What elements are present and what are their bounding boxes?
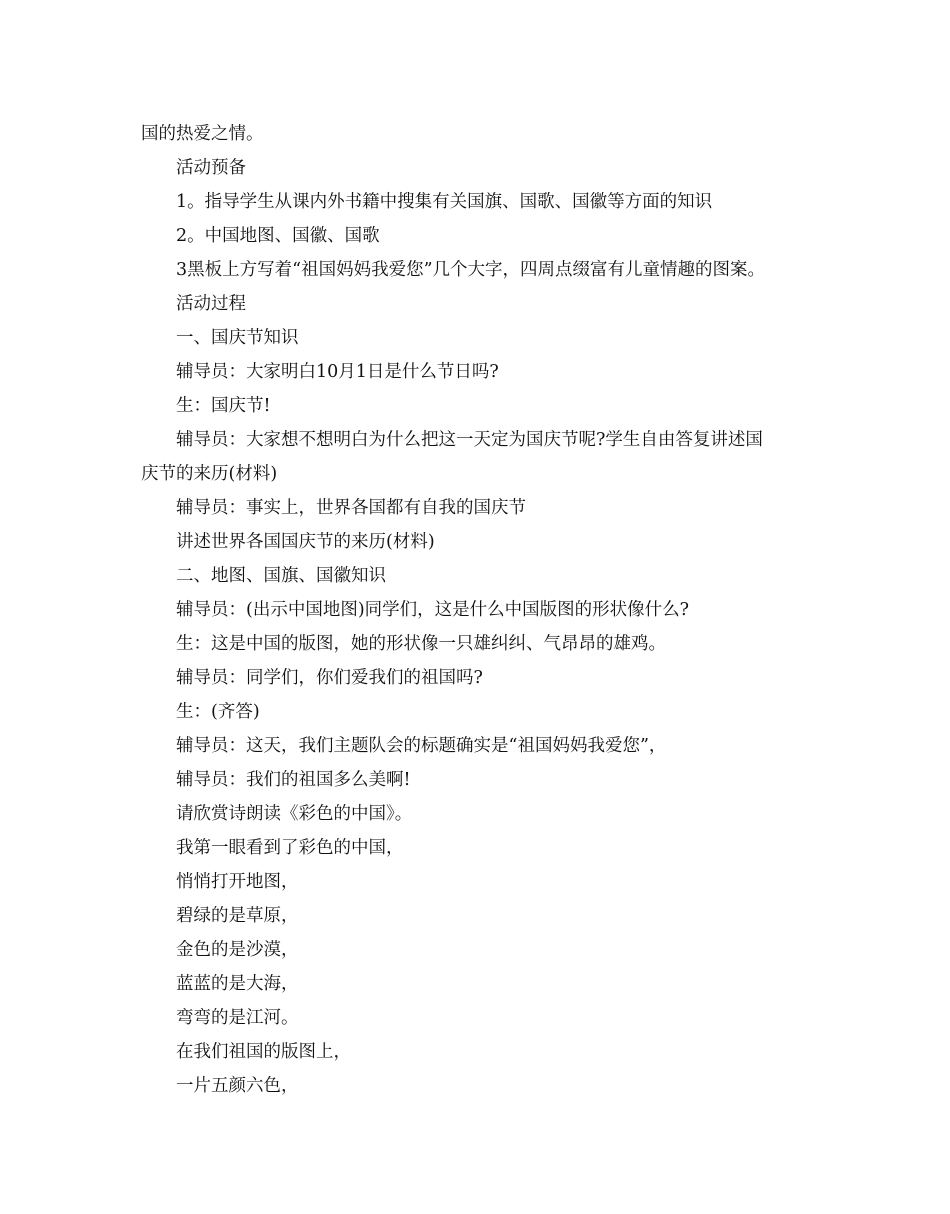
text-line: 辅导员：这天，我们主题队会的标题确实是“祖国妈妈我爱您”，	[176, 736, 667, 756]
text-line: 我第一眼看到了彩色的中国，	[176, 838, 404, 858]
text-line: 二、地图、国旗、国徽知识	[176, 566, 386, 586]
text-line: 辅导员：(出示中国地图)同学们，这是什么中国版图的形状像什么?	[176, 600, 690, 620]
text-line: 一片五颜六色，	[176, 1076, 299, 1096]
text-line: 辅导员：大家明白10月1日是什么节日吗?	[176, 362, 499, 382]
text-line: 碧绿的是草原，	[176, 906, 299, 926]
text-line: 生：国庆节!	[176, 396, 271, 416]
text-line: 1。指导学生从课内外书籍中搜集有关国旗、国歌、国徽等方面的知识	[176, 192, 713, 212]
text-line: 辅导员：大家想不想明白为什么把这一天定为国庆节呢?学生自由答复讲述国	[176, 430, 763, 450]
text-line: 生：这是中国的版图，她的形状像一只雄纠纠、气昂昂的雄鸡。	[176, 634, 666, 654]
text-line: 一、国庆节知识	[176, 328, 299, 348]
text-line: 辅导员：同学们，你们爱我们的祖国吗?	[176, 668, 483, 688]
text-line: 在我们祖国的版图上，	[176, 1042, 351, 1062]
text-line: 辅导员：事实上，世界各国都有自我的国庆节	[176, 498, 526, 518]
text-line: 请欣赏诗朗读《彩色的中国》。	[176, 804, 413, 824]
text-line: 国的热爱之情。	[141, 124, 264, 144]
document-body	[141, 117, 821, 1103]
text-line: 金色的是沙漠，	[176, 940, 299, 960]
text-line: 3黑板上方写着“祖国妈妈我爱您”几个大字，四周点缀富有儿童情趣的图案。	[176, 260, 766, 280]
text-line: 2。中国地图、国徽、国歌	[176, 226, 380, 246]
text-line: 辅导员：我们的祖国多么美啊!	[176, 770, 411, 790]
text-line: 生：(齐答)	[176, 702, 260, 722]
text-line: 悄悄打开地图，	[176, 872, 299, 892]
text-line: 弯弯的是江河。	[176, 1008, 299, 1028]
text-line: 活动预备	[176, 158, 246, 178]
text-line: 活动过程	[176, 294, 246, 314]
text-line: 庆节的来历(材料)	[141, 464, 278, 484]
text-line: 讲述世界各国国庆节的来历(材料)	[176, 532, 435, 552]
text-line: 蓝蓝的是大海，	[176, 974, 299, 994]
